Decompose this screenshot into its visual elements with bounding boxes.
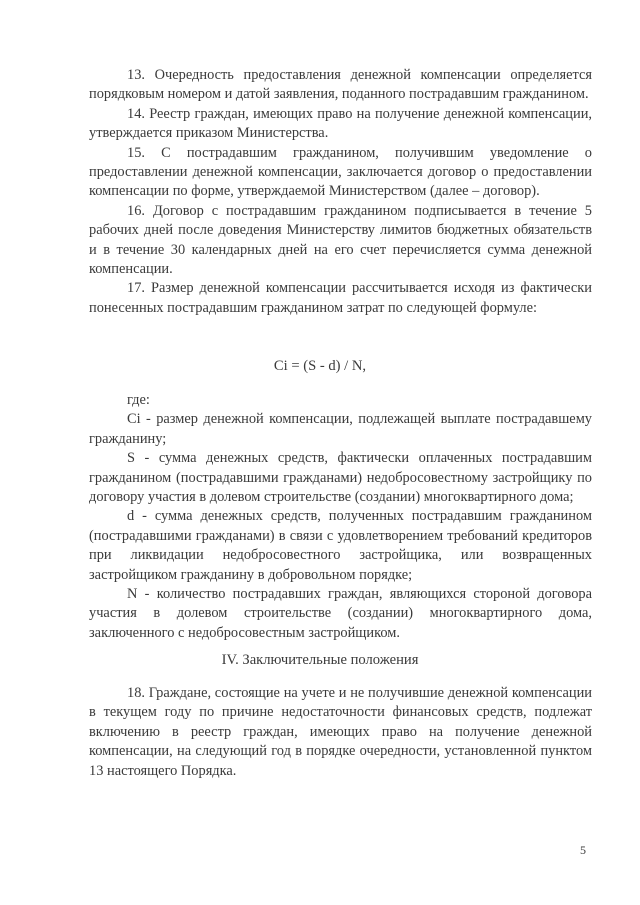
definition-d: d - сумма денежных средств, полученных пострадавшим гражданином (пострадавшими гражданами) в связи с удовлетворением требований кредиторов при ликвидации недобросовестного застройщика, или возвращенных застройщиком гражданину в добровольном порядке; <box>89 508 592 583</box>
where-label: где: <box>127 392 150 408</box>
paragraph-17: 17. Размер денежной компенсации рассчитывается исходя из фактически понесенных пострадавшим гражданином затрат по следующей формуле: <box>89 280 592 316</box>
definition-n: N - количество пострадавших граждан, являющихся стороной договора участия в долевом строительстве (создании) многоквартирного дома, заключенного с недобросовестным застройщиком. <box>89 586 592 641</box>
formula: Ci = (S - d) / N, <box>273 358 367 374</box>
final-block <box>89 684 592 781</box>
section-heading: IV. Заключительные положения <box>221 652 419 668</box>
paragraph-14: 14. Реестр граждан, имеющих право на получение денежной компенсации, утверждается приказом Министерства. <box>89 105 592 142</box>
paragraph-16: 16. Договор с пострадавшим гражданином подписывается в течение 5 рабочих дней после доведения Министерству лимитов бюджетных обязательств и в течение 30 календарных дней на его счет перечисляется сумма денежной компенсации. <box>89 202 592 278</box>
definition-ci: Ci - размер денежной компенсации, подлежащей выплате пострадавшему гражданину; <box>89 411 592 447</box>
definitions-block <box>89 391 592 643</box>
paragraphs-top <box>89 66 592 318</box>
paragraph-15: 15. С пострадавшим гражданином, получившим уведомление о предоставлении денежной компенсации, заключается договор о предоставлении компенсации по форме, утверждаемой Министерством (далее – договор). <box>89 144 592 200</box>
paragraph-18: 18. Граждане, состоящие на учете и не получившие денежной компенсации в текущем году по причине недостаточности финансовых средств, подлежат включению в реестр граждан, имеющих право на получение денежной компенсации, на следующий год в порядке очередности, установленной пунктом 13 настоящего Порядка. <box>89 685 592 779</box>
page-number: 5 <box>580 843 586 857</box>
definition-s: S - сумма денежных средств, фактически оплаченных пострадавшим гражданином (пострадавшими гражданами) недобросовестному застройщику по договору участия в долевом строительстве (создании) многоквартирного дома; <box>89 450 592 506</box>
paragraph-13: 13. Очередность предоставления денежной компенсации определяется порядковым номером и датой заявления, поданного пострадавшим гражданином. <box>89 67 592 103</box>
